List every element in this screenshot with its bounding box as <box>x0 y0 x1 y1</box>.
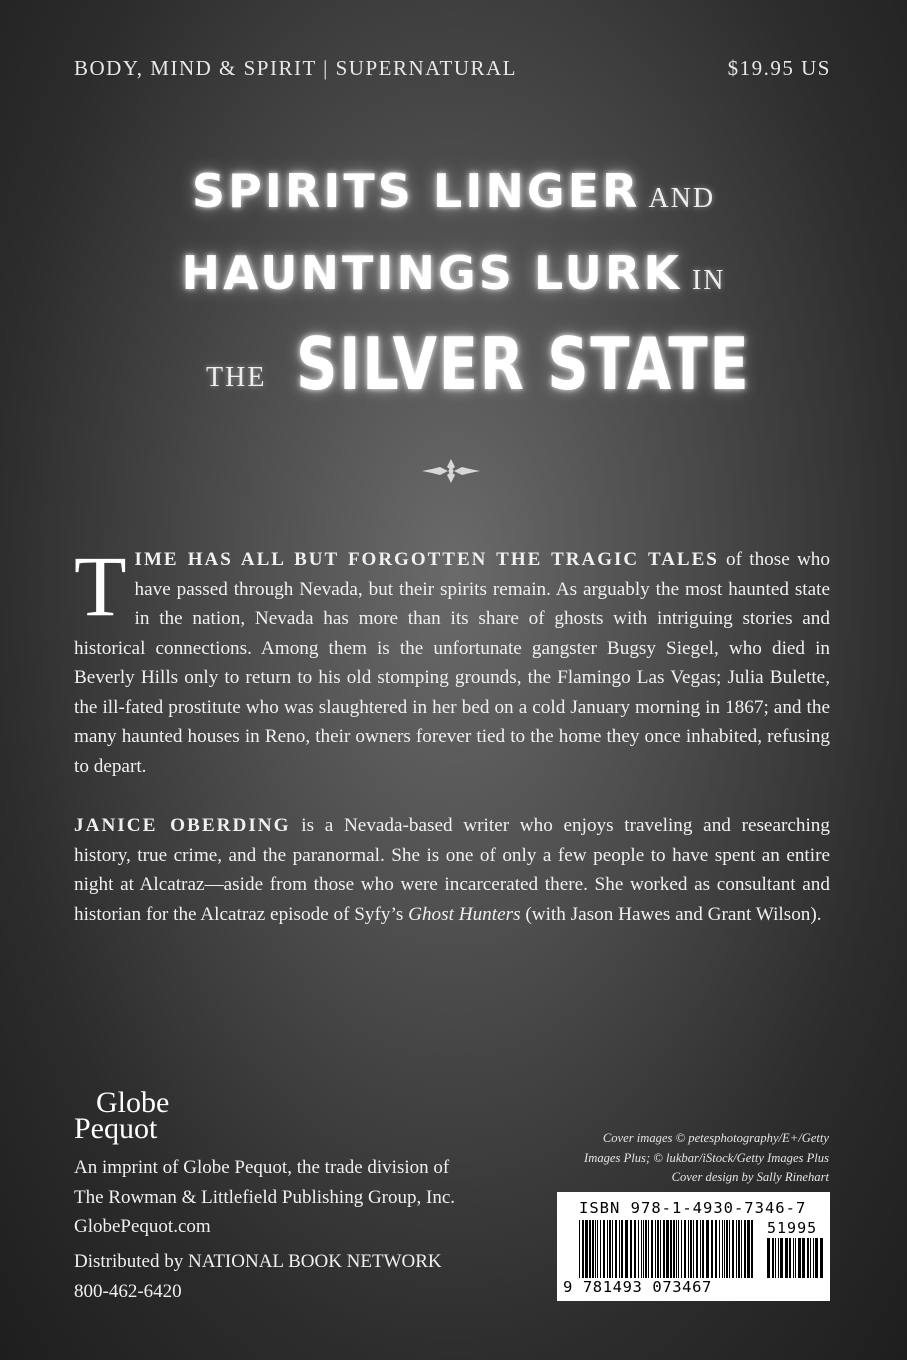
barcode-panel <box>557 1192 830 1301</box>
show-title: Ghost Hunters <box>408 903 521 925</box>
distributor-phone: 800-462-6420 <box>74 1280 182 1302</box>
credits-line-2: Images Plus; © lukbar/iStock/Getty Images Plus <box>584 1150 829 1165</box>
credits-line-1: Cover images © petesphotography/E+/Getty <box>602 1131 829 1145</box>
imprint-line-2: The Rowman & Littlefield Publishing Group, Inc. <box>74 1186 456 1208</box>
price-label: $19.95 US <box>727 56 831 80</box>
bio-text-end: (with Jason Hawes and Grant Wilson). <box>520 903 822 925</box>
headline-silver-state: SILVER STATE <box>296 322 751 406</box>
author-name: JANICE OBERDING <box>74 815 291 836</box>
headline-line-2 <box>0 246 907 300</box>
distributor-info <box>74 1247 442 1306</box>
description-text: of those who have passed through Nevada, but their spirits remain. As arguably the most haunted state in the nation, Nevada has more than its share of ghosts with intriguing stories and historical connections. Among them is the unfortunate gangster Bugsy Siegel, who died in Beverly Hills only to return to his old stomping grounds, the Flamingo Las Vegas; Julia Bulette, the ill-fated prostitute who was slaughtered in her bed on a cold January morning in 1867; and the many haunted houses in Reno, their owners forever tied to the home they once inhabited, refusing to depart. <box>74 549 830 777</box>
description-paragraph <box>74 538 830 781</box>
headline-in: IN <box>691 265 726 296</box>
headline-and: AND <box>648 183 716 214</box>
headline-the: THE <box>206 362 267 393</box>
description-lead: IME HAS ALL BUT FORGOTTEN THE TRAGIC TALES <box>134 549 719 570</box>
isbn-label: ISBN 978-1-4930-7346-7 <box>579 1199 807 1217</box>
publisher-logo <box>74 1086 170 1145</box>
publisher-website: GlobePequot.com <box>74 1216 211 1237</box>
bio-text: is a Nevada-based writer who enjoys traveling and researching history, true crime, and the paranormal. She is one of only a few people to have spent an entire night at Alcatraz—aside from those who were incarcerated there. She worked as consultant and historian for the Alcatraz episode of Syfy’s <box>74 815 830 925</box>
cross-ornament-icon <box>418 456 484 486</box>
isbn-digits: 9 781493 073467 <box>563 1278 712 1296</box>
headline-spirits-linger: SPIRITS LINGER <box>191 164 641 218</box>
category-label: BODY, MIND & SPIRIT | SUPERNATURAL <box>74 56 517 80</box>
headline-line-1 <box>0 164 907 218</box>
isbn-barcode-icon <box>579 1220 753 1278</box>
logo-word-pequot: Pequot <box>74 1112 158 1145</box>
headline-hauntings-lurk: HAUNTINGS LURK <box>181 246 682 300</box>
distributor-line: Distributed by NATIONAL BOOK NETWORK <box>74 1251 442 1272</box>
drop-cap: T <box>74 538 127 634</box>
cover-credits <box>559 1129 829 1188</box>
imprint-info <box>74 1153 455 1242</box>
author-bio <box>74 811 830 929</box>
imprint-line-1: An imprint of Globe Pequot, the trade division of <box>74 1157 450 1178</box>
price-code: 51995 <box>767 1219 818 1237</box>
price-barcode-icon <box>767 1238 823 1278</box>
logo-word-globe: Globe <box>96 1086 170 1119</box>
credits-line-3: Cover design by Sally Rinehart <box>671 1170 829 1184</box>
